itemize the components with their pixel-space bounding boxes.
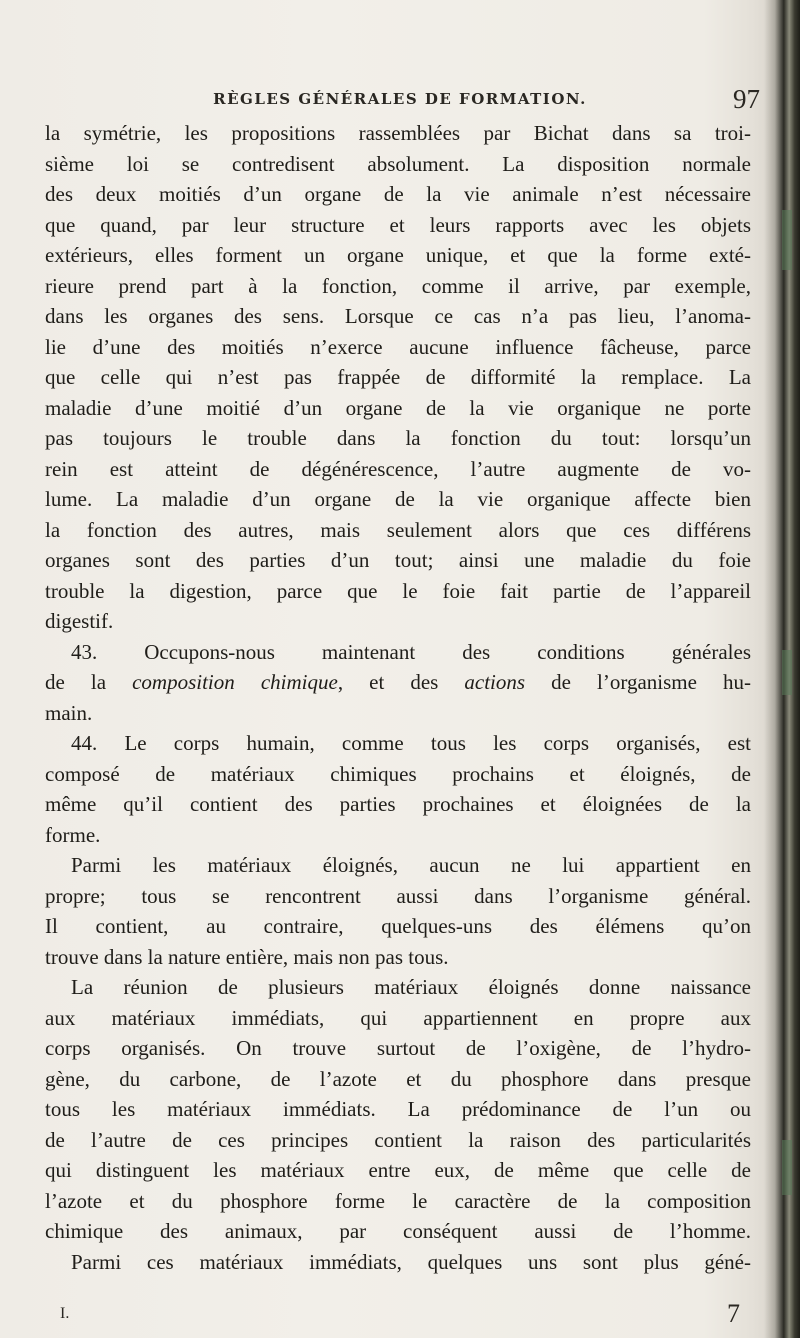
text-line: que quand, par leur structure et leurs rapports avec les objets	[45, 212, 751, 237]
paragraph-reunion-line: gène, du carbone, de l’azote et du phosphore dans presque	[45, 1066, 751, 1091]
text-line: dans les organes des sens. Lorsque ce cas n’a pas lieu, l’anoma-	[45, 304, 751, 328]
text-line: maladie d’une moitié d’un organe de la vie organique ne porte	[45, 395, 751, 420]
paragraph-reunion-line: l’azote et du phosphore forme le caractère de la composition	[45, 1188, 751, 1213]
text-line: lume. La maladie d’un organe de la vie organique affecte bien	[45, 487, 751, 511]
paragraph-44-line: composé de matériaux chimiques prochains et éloignés, de	[45, 761, 751, 786]
paragraph-reunion-line: tous les matériaux immédiats. La prédominance de l’un ou	[45, 1097, 751, 1121]
paragraph-parmi-line: Parmi les matériaux éloignés, aucun ne lui appartient en	[71, 853, 751, 877]
signature-mark: I.	[60, 1305, 70, 1322]
running-head: RÈGLES GÉNÉRALES DE FORMATION.	[213, 90, 587, 108]
paragraph-44-line: même qu’il contient des parties prochaines et éloignées de la	[45, 792, 751, 816]
paragraph-43-line: de la composition chimique, et des actions de l’organisme hu-	[45, 670, 751, 694]
text-line: que celle qui n’est pas frappée de difformité la remplace. La	[45, 365, 751, 389]
text-line: la fonction des autres, mais seulement alors que ces différens	[45, 517, 751, 542]
italic-term: actions	[464, 670, 526, 694]
body-text	[45, 118, 751, 1277]
binding-tab	[782, 1140, 792, 1195]
catchword: 7	[727, 1299, 740, 1328]
paragraph-reunion-line: de l’autre de ces principes contient la raison des particularités	[45, 1127, 751, 1152]
text-line: la symétrie, les propositions rassemblées par Bichat dans sa troi-	[45, 121, 751, 145]
paragraph-reunion-line: aux matériaux immédiats, qui appartiennent en propre aux	[45, 1005, 751, 1030]
text-line: rein est atteint de dégénérescence, l’autre augmente de vo-	[45, 456, 751, 481]
page-number: 97	[733, 84, 760, 114]
text-line: lie d’une des moitiés n’exerce aucune influence fâcheuse, parce	[45, 334, 751, 359]
binding-tab	[782, 210, 792, 270]
text-line: des deux moitiés d’un organe de la vie animale n’est nécessaire	[45, 182, 751, 206]
page-footer	[60, 1299, 740, 1333]
paragraph-parmi-line: propre; tous se rencontrent aussi dans l’organisme général.	[45, 883, 751, 908]
paragraph-reunion-line: La réunion de plusieurs matériaux éloignés donne naissance	[71, 975, 751, 999]
binding-tab	[782, 650, 792, 695]
paragraph-43-lead: 43. Occupons-nous maintenant des conditions générales	[71, 639, 751, 664]
paragraph-reunion-line: Parmi ces matériaux immédiats, quelques uns sont plus géné-	[71, 1249, 751, 1274]
paragraph-44-line: forme.	[45, 822, 101, 847]
paragraph-reunion-line: chimique des animaux, par conséquent aussi de l’homme.	[45, 1219, 751, 1243]
paragraph-reunion-line: corps organisés. On trouve surtout de l’oxigène, de l’hydro-	[45, 1036, 751, 1060]
text-line: trouble la digestion, parce que le foie fait partie de l’appareil	[45, 578, 751, 603]
page-header	[40, 82, 760, 112]
paragraph-reunion-line: qui distinguent les matériaux entre eux, de même que celle de	[45, 1158, 751, 1182]
paragraph-43-line: main.	[45, 700, 93, 725]
italic-term: composition chimique	[132, 670, 338, 694]
text-line: extérieurs, elles forment un organe unique, et que la forme exté-	[45, 243, 751, 267]
text-line: organes sont des parties d’un tout; ainsi une maladie du foie	[45, 548, 751, 572]
paragraph-parmi-line: trouve dans la nature entière, mais non pas tous.	[45, 944, 449, 969]
text-line: pas toujours le trouble dans la fonction du tout: lorsqu’un	[45, 426, 751, 450]
paragraph-parmi-line: Il contient, au contraire, quelques-uns des élémens qu’on	[45, 914, 751, 938]
paragraph-44-line: 44. Le corps humain, comme tous les corps organisés, est	[71, 731, 751, 755]
text-line: digestif.	[45, 609, 114, 633]
text-line: sième loi se contredisent absolument. La disposition normale	[45, 151, 751, 176]
text-line: rieure prend part à la fonction, comme il arrive, par exemple,	[45, 273, 751, 298]
